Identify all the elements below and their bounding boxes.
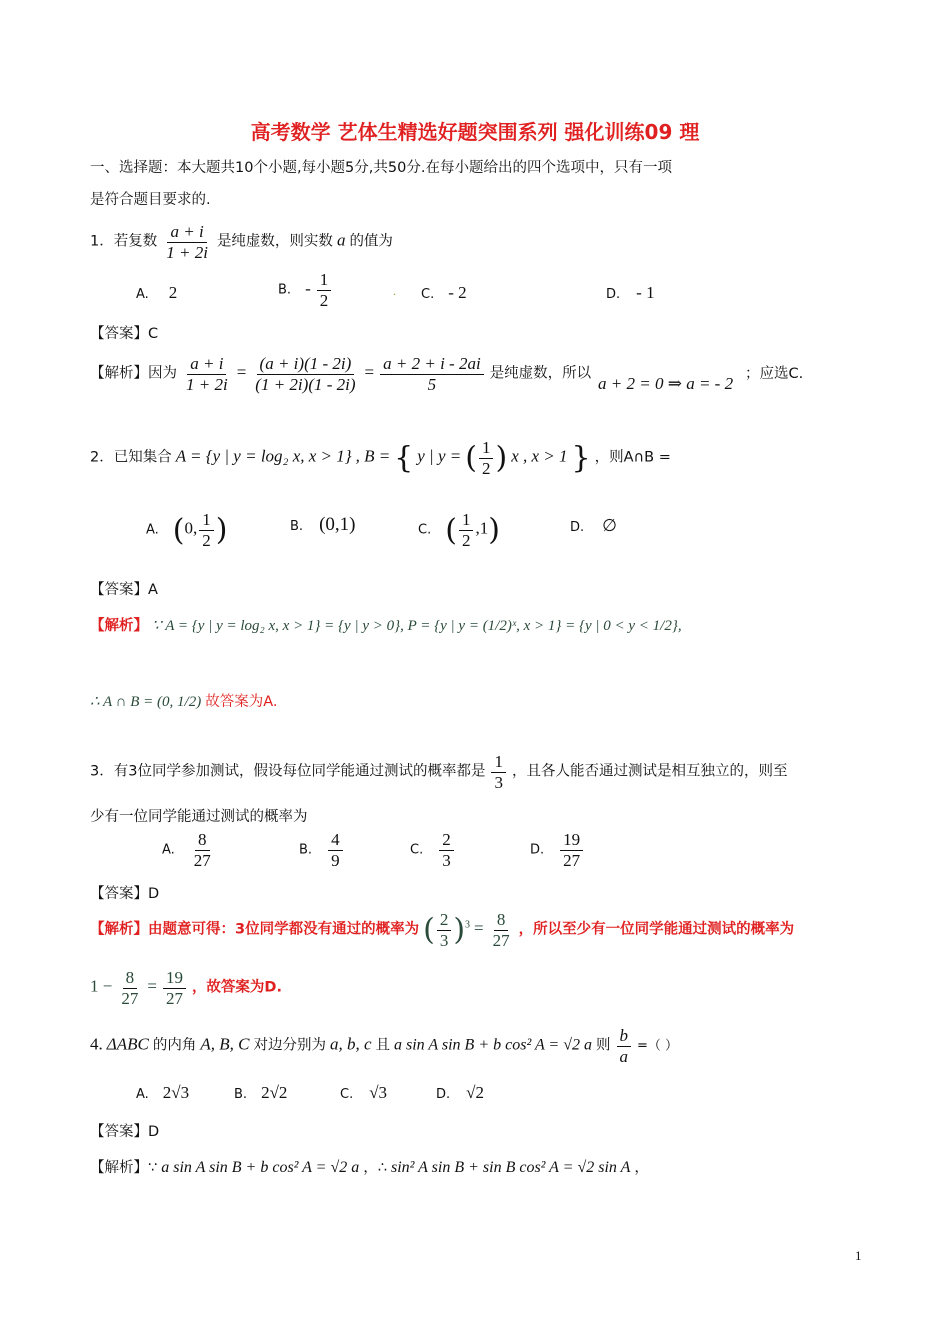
option-letter: C. xyxy=(340,1087,354,1102)
option-letter: D. xyxy=(570,520,585,535)
option-letter: A. xyxy=(136,287,149,302)
frac-num: 4 xyxy=(328,830,343,851)
q4-triangle: ΔABC xyxy=(106,1034,149,1054)
q1-option-d xyxy=(606,283,655,303)
question-2: 2．已知集合 A = {y | y = log₂ x, x > 1} , B = { y | y = ( $\frac{1}{2}$ ) x , x > 1 } ，则A∩B = xyxy=(90,438,671,478)
q4-angles: A, B, C xyxy=(200,1034,250,1054)
option-letter: B. xyxy=(278,282,292,298)
option-value: 2√3 xyxy=(162,1083,190,1102)
frac-den: 9 xyxy=(331,850,340,870)
frac-den: 3 xyxy=(442,850,451,870)
frac-den: a xyxy=(619,1046,629,1066)
frac-den: (1 + 2i)(1 - 2i) xyxy=(255,374,356,394)
stray-dot: . xyxy=(393,284,396,298)
frac-num: a + i xyxy=(187,354,226,375)
question-4 xyxy=(90,1026,678,1066)
frac-num: 1 xyxy=(491,752,506,773)
q2-set-b-label: , B = xyxy=(355,446,391,466)
q1-option-b-fraction: $\frac{1}{2}$ xyxy=(317,270,332,310)
q1-conclusion: a + 2 = 0 ⇒ a = - 2 xyxy=(598,374,734,393)
option-letter: B. xyxy=(299,842,313,858)
q2-option-a: A. (0, $\frac{1}{2}$ ) xyxy=(146,510,228,550)
option-letter: D. xyxy=(436,1087,451,1102)
q2-analysis-line1 xyxy=(90,614,682,635)
frac-den: 27 xyxy=(193,850,211,870)
frac-den: 3 xyxy=(494,772,503,792)
frac-den: 1 + 2i xyxy=(186,374,228,394)
frac-num: a + 2 + i - 2ai xyxy=(380,354,484,375)
option-value: √3 xyxy=(369,1083,388,1102)
frac-num: (a + i)(1 - 2i) xyxy=(257,354,355,375)
q3-line2: 少有一位同学能通过测试的概率为 xyxy=(90,809,308,825)
q1-analysis-frac3 xyxy=(380,354,484,394)
option-letter: B. xyxy=(290,519,304,534)
q4-text3: 且 xyxy=(375,1037,390,1054)
q4-analysis-eq1: a sin A sin B + b cos² A = √2 a xyxy=(161,1159,360,1176)
q4-ratio xyxy=(617,1026,632,1066)
q4-text2: 对边分别为 xyxy=(253,1037,326,1054)
q3-option-c xyxy=(410,830,456,870)
q3-option-a xyxy=(162,830,216,870)
option-letter: A. xyxy=(146,522,159,538)
option-value: - 1 xyxy=(636,283,655,302)
option-letter: C. xyxy=(418,522,432,538)
q1-var: a xyxy=(336,230,346,250)
q2-answer: 【答案】A xyxy=(90,582,158,598)
option-letter: A. xyxy=(162,842,175,858)
option-value: 2 xyxy=(168,283,178,302)
q4-equation: a sin A sin B + b cos² A = √2 a xyxy=(394,1036,593,1054)
q2-set-b-tail: x , x > 1 xyxy=(511,446,568,466)
option-letter: C. xyxy=(410,842,424,858)
q4-analysis-label: 【解析】∵ xyxy=(90,1160,158,1176)
q1-ending: ；应选C. xyxy=(745,366,804,382)
q1-suffix: 是纯虚数，则实数 xyxy=(216,233,333,250)
q1-frac-den: 1 + 2i xyxy=(166,242,208,262)
section-intro-line1: 一、选择题：本大题共10个小题,每小题5分,共50分.在每小题给出的四个选项中，只有一项 xyxy=(90,160,672,176)
q3-line1-pre: 3．有3位同学参加测试，假设每位同学能通过测试的概率都是 xyxy=(90,763,486,780)
option-letter: C. xyxy=(421,287,435,302)
q3-analysis-line1: 【解析】由题意可得：3位同学都没有通过的概率为 ( $\frac{2}{3}$ )$^3$ = $\frac{8}{27}$ ，所以至少有一位同学能通过测试的概率为 xyxy=(90,910,795,950)
q3-option-b xyxy=(299,830,345,870)
q4-text4: 则 xyxy=(596,1037,611,1054)
q4-analysis-end: ， xyxy=(634,1160,649,1176)
option-letter: B. xyxy=(234,1087,248,1102)
option-value: (0,1) xyxy=(319,514,356,535)
q1-answer: 【答案】C xyxy=(90,326,159,342)
q4-analysis-sep: ，∴ xyxy=(363,1160,387,1176)
frac-den: 5 xyxy=(427,374,437,394)
option-letter: D. xyxy=(606,287,621,302)
q2-set-b-fraction: $\frac{1}{2}$ xyxy=(479,438,494,478)
option-value: ∅ xyxy=(602,516,617,535)
q1-prefix: 1．若复数 xyxy=(90,233,158,250)
q4-prefix: 4. xyxy=(90,1034,103,1054)
q4-option-d xyxy=(436,1083,484,1103)
document-title: 高考数学 艺体生精选好题突围系列 强化训练09 理 xyxy=(250,120,700,144)
q3-answer: 【答案】D xyxy=(90,886,160,902)
section-intro-line2: 是符合题目要求的. xyxy=(90,192,211,208)
question-3-line1 xyxy=(90,752,787,792)
q3-line1-fraction xyxy=(491,752,506,792)
q4-option-c xyxy=(340,1083,387,1103)
q3-analysis-line2: 1 − $\frac{8}{27}$ = $\frac{19}{27}$ ，故答案为D. xyxy=(90,968,282,1008)
q1-analysis-label: 【解析】因为 xyxy=(90,365,177,382)
q3-analysis-pre: 【解析】由题意可得：3位同学都没有通过的概率为 xyxy=(90,921,420,938)
q4-analysis xyxy=(90,1156,649,1177)
q1-analysis: 【解析】因为 $\frac{a + i}{1 + 2i}$ = $\frac{(a + i)(1 - 2i)}{(1 + 2i)(1 - 2i)}$ = $\frac{a + 2 + i - 2ai}{5}$ 是纯虚数，所以 xyxy=(90,354,592,394)
option-value: √2 xyxy=(466,1083,484,1102)
frac-num: 2 xyxy=(439,830,454,851)
q2-analysis-line2 xyxy=(90,690,277,711)
option-value: 2√2 xyxy=(261,1083,288,1102)
frac-num: 19 xyxy=(560,830,583,851)
option-value: - 2 xyxy=(448,283,467,302)
q2-set-b-mid: y | y = xyxy=(417,446,462,466)
q1-analysis-middle: 是纯虚数，所以 xyxy=(489,365,592,382)
frac-den: 27 xyxy=(563,850,581,870)
q4-option-b xyxy=(234,1083,287,1103)
q4-text1: 的内角 xyxy=(152,1037,197,1054)
page-number: 1 xyxy=(855,1248,862,1263)
q1-option-c xyxy=(421,283,467,303)
q4-sides: a, b, c xyxy=(329,1034,372,1054)
q3-analysis-mid: ，所以至少有一位同学能通过测试的概率为 xyxy=(518,921,795,938)
q2-set-a: A = {y | y = log₂ x, x > 1} xyxy=(175,446,352,466)
q4-option-a xyxy=(136,1083,189,1103)
q4-blank: =（ ） xyxy=(637,1038,679,1054)
q3-option-d xyxy=(530,830,585,870)
q3-analysis-text2: ，故答案为D. xyxy=(191,979,282,996)
question-1 xyxy=(90,222,393,262)
q2-analysis-math2: ∴ A ∩ B = (0, 1/2) xyxy=(90,694,202,710)
frac-num: b xyxy=(617,1026,632,1047)
q1-analysis-frac1 xyxy=(183,354,231,394)
q4-analysis-eq2: sin² A sin B + sin B cos² A = √2 sin A xyxy=(390,1159,631,1176)
q2-option-c: C. ( $\frac{1}{2}$ ,1) xyxy=(418,510,500,550)
q4-answer: 【答案】D xyxy=(90,1124,160,1140)
q2-option-d xyxy=(570,516,617,536)
q3-line1-post: ，且各人能否通过测试是相互独立的，则至 xyxy=(511,763,788,780)
q2-analysis-text2: 故答案为A. xyxy=(205,694,278,710)
frac-num: 8 xyxy=(195,830,210,851)
q1-suffix2: 的值为 xyxy=(349,233,393,250)
q2-analysis-label: 【解析】 xyxy=(90,618,148,634)
q2-analysis-math1: ∵ A = {y | y = log₂ x, x > 1} = {y | y > 0}, P = {y | y = (1/2)ˣ, x > 1} = {y | 0 < y < 1/2}, xyxy=(152,618,682,634)
option-letter: A. xyxy=(136,1087,149,1102)
q2-ask: ，则A∩B = xyxy=(594,449,671,466)
q1-frac-num: a + i xyxy=(167,222,206,243)
q1-option-b: B. - $\frac{1}{2}$ xyxy=(278,270,333,310)
q2-option-b xyxy=(290,514,355,536)
q1-analysis-frac2 xyxy=(252,354,358,394)
q1-option-a xyxy=(136,283,177,303)
q2-prefix: 2．已知集合 xyxy=(90,449,172,466)
option-letter: D. xyxy=(530,842,545,858)
q1-fraction xyxy=(163,222,211,262)
